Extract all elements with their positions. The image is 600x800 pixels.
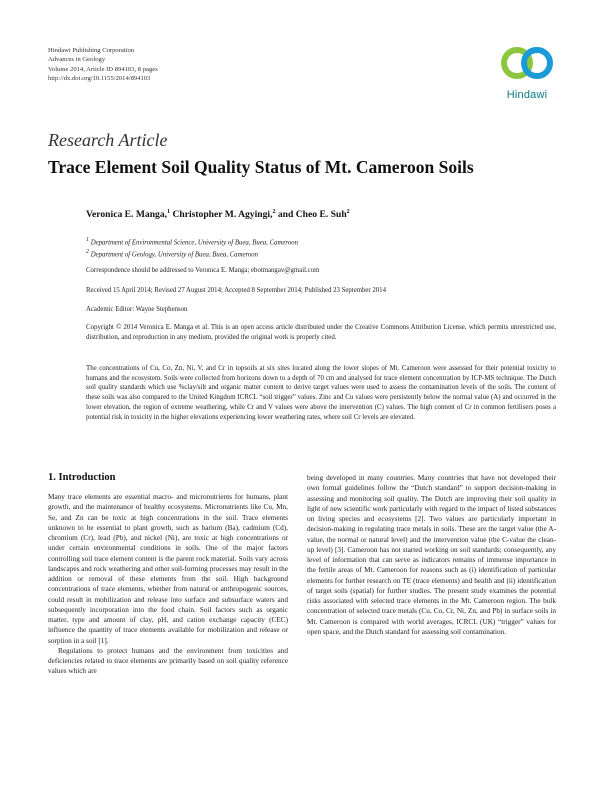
- body-paragraph: being developed in many countries. Many countries that have not developed their own formal guidelines follow the “Dutch standard” to support decision-making in assessing and monitoring soil quality. The Dutch are improving their soil quality in light of new scientific work particularly with regard to the impact of listed substances on living species and ecosystems [2]. Two values are particularly important in decision-making in regulating trace metals in soils. These are the target value (the A-value, the normal or natural level) and the intervention value (the C-value the clean-up level) [3]. Cameroon has not started working on soil standards; consequently, any level of information that can serve as indicators remains of immense importance in the fertile areas of Mt. Cameroon for reasons such as (i) identification of particular elements for further research on TE (trace elements) and health and (ii) identification of target soils (spatial) for further studies. The present study examines the potential risks associated with selected trace elements in the Mt. Cameroon region. The bulk concentration of selected trace metals (Cu, Co, Cr, Ni, Zn, and Pb) in surface soils in Mt. Cameroon is compared with world averages, ICRCL (UK) “trigger” values for open space, and the Dutch standard for assessing soil contamination.: [307, 474, 556, 636]
- author-name: Veronica E. Manga,: [86, 209, 168, 221]
- author-list: [86, 209, 350, 220]
- affiliation-mark: 1: [86, 237, 89, 243]
- author-name: and Cheo E. Suh: [277, 209, 347, 221]
- hindawi-logo-text: Hindawi: [506, 89, 548, 101]
- doi-link[interactable]: http://dx.doi.org/10.1155/2014/894103: [48, 74, 151, 82]
- copyright-notice: Copyright © 2014 Veronica E. Manga et al. This is an open access article distributed under the Creative Commons Attribution License, which permits unrestricted use, distribution, and reproduction in any medium, provided the original work is properly cited.: [86, 324, 556, 341]
- correspondence-line: Correspondence should be addressed to Veronica E. Manga; ebotmangav@gmail.com: [86, 267, 320, 274]
- body-column-left: [48, 492, 288, 677]
- paper-title: Trace Element Soil Quality Status of Mt. Cameroon Soils: [48, 157, 474, 177]
- article-type: Research Article: [48, 130, 168, 150]
- journal-name: Advances in Geology: [48, 56, 106, 64]
- author-affiliation-mark: 1: [167, 209, 171, 215]
- hindawi-logo: [496, 41, 558, 107]
- affiliation: [86, 236, 298, 247]
- author-name: Christopher M. Agyingi,: [172, 209, 273, 221]
- author-affiliation-mark: 2: [346, 209, 350, 215]
- hindawi-logo-mark: [496, 41, 558, 89]
- publisher-name: Hindawi Publishing Corporation: [48, 47, 135, 54]
- abstract: The concentrations of Cu, Co, Zn, Ni, V, and Cr in topsoils at six sites located along the lower slopes of Mt. Cameroon were assessed for their potential toxicity to humans and the ecosystem. Soils were collected from horizons down to a depth of 70 cm and analysed for trace element concentration by ICP-MS technique. The Dutch soil quality standards which use %clay/silt and organic matter content to derive target values were used to assess the contamination levels of the soils. The content of these soils was also compared to the United Kingdom ICRCL “soil trigger” values. Zinc and Cu values were persistently below the normal value (A) and occurred in the lower elevation, the region of extreme weathering, while Cr and V values were above the intervention (C) values. The high content of Cr in common fertilisers poses a potential risk in toxicity in the higher elevations experiencing lower weathering rates, where soil Cr levels are elevated.: [86, 365, 556, 421]
- section-heading-introduction: 1. Introduction: [48, 472, 116, 483]
- journal-header: [48, 46, 158, 83]
- publication-dates: Received 15 April 2014; Revised 27 August 2014; Accepted 8 September 2014; Published 23 September 2014: [86, 287, 386, 294]
- author-affiliation-mark: 2: [272, 209, 276, 215]
- body-paragraph: Many trace elements are essential macro- and micronutrients for humans, plant growth, and the maintenance of healthy ecosystems. Micronutrients like Cu, Mn, Se, and Zn can be toxic at high concentrations in the soil. Trace elements unknown to be essential to plant growth, such as barium (Ba), cadmium (Cd), chromium (Cr), lead (Pb), and nickel (Ni), are toxic at high concentrations or under certain environmental conditions in soils. One of the major factors controlling soil trace element content is the parent rock material. Soils vary across landscapes and rock weathering and other soil-forming processes may result in the addition or removal of these elements from the soil. High background concentrations of trace elements, whether from natural or anthropogenic sources, could result in mobilization and release into surface and subsurface waters and subsequently incorporation into the food chain. Soil factors such as organic matter, type and amount of clay, pH, and cation exchange capacity (CEC) influence the quantity of trace elements available for mobilization and release or sorption in a soil [1].: [48, 493, 288, 645]
- body-paragraph: Regulations to protect humans and the environment from toxicities and deficiencies related to trace elements are primarily based on soil quality reference values which are: [48, 646, 288, 676]
- academic-editor: Academic Editor: Wayne Stephenson: [86, 306, 188, 313]
- affiliation-text: Department of Geology, University of Buea, Buea, Cameroon: [90, 251, 259, 259]
- body-column-right: [307, 473, 556, 637]
- affiliation-mark: 2: [86, 249, 89, 255]
- affiliation: [86, 248, 258, 259]
- affiliation-text: Department of Environmental Science, University of Buea, Buea, Cameroon: [90, 239, 299, 247]
- volume-line: Volume 2014, Article ID 894103, 8 pages: [48, 65, 158, 73]
